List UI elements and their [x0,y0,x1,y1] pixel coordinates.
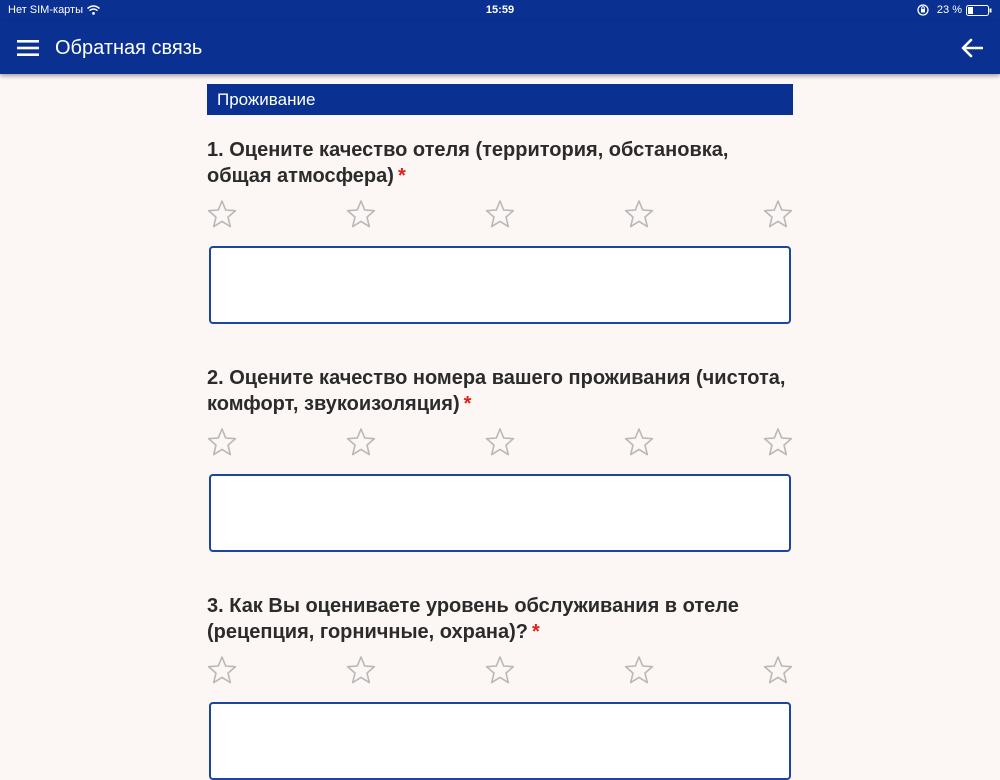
required-marker: * [532,621,540,643]
question-text: 3. Как Вы оцениваете уровень обслуживания в отеле (рецепция, горничные, охрана)? * [207,595,739,643]
star-icon[interactable] [624,199,654,229]
star-icon[interactable] [763,199,793,229]
form-content [207,84,793,643]
comment-field[interactable] [209,246,791,324]
star-icon[interactable] [485,199,515,229]
question-text: 2. Оцените качество номера вашего проживания (чистота, комфорт, звукоизоляция) * [207,367,786,415]
required-marker: * [463,393,472,415]
arrow-left-icon [961,38,983,58]
back-button[interactable] [958,34,986,62]
star-rating [207,199,793,229]
battery-percent: 23 % [936,4,962,16]
battery-icon [966,5,992,16]
star-icon[interactable] [346,427,376,457]
status-time: 15:59 [485,4,515,16]
rotation-lock-icon [917,4,929,16]
star-icon[interactable] [485,655,515,685]
app-bar [0,22,1000,74]
star-icon[interactable] [624,427,654,457]
status-bar [0,0,1000,22]
star-rating [207,655,793,685]
comment-field[interactable] [209,702,791,780]
comment-field[interactable] [209,474,791,552]
star-icon[interactable] [624,655,654,685]
star-icon[interactable] [207,199,237,229]
star-rating [207,427,793,457]
page-title: Обратная связь [55,37,203,59]
hamburger-menu-icon [17,40,39,56]
section-header: Проживание [207,84,793,115]
question-text: 1. Оцените качество отеля (территория, обстановка, общая атмосфера) * [207,139,729,187]
star-icon[interactable] [763,427,793,457]
star-icon[interactable] [763,655,793,685]
star-icon[interactable] [207,655,237,685]
question-1 [207,137,793,324]
carrier-label: Нет SIM-карты [8,4,84,16]
star-icon[interactable] [346,199,376,229]
required-marker: * [397,165,406,187]
star-icon[interactable] [207,427,237,457]
status-right [917,4,992,16]
star-icon[interactable] [346,655,376,685]
question-3 [207,593,793,780]
question-2 [207,365,793,552]
menu-button[interactable] [14,35,42,61]
star-icon[interactable] [485,427,515,457]
